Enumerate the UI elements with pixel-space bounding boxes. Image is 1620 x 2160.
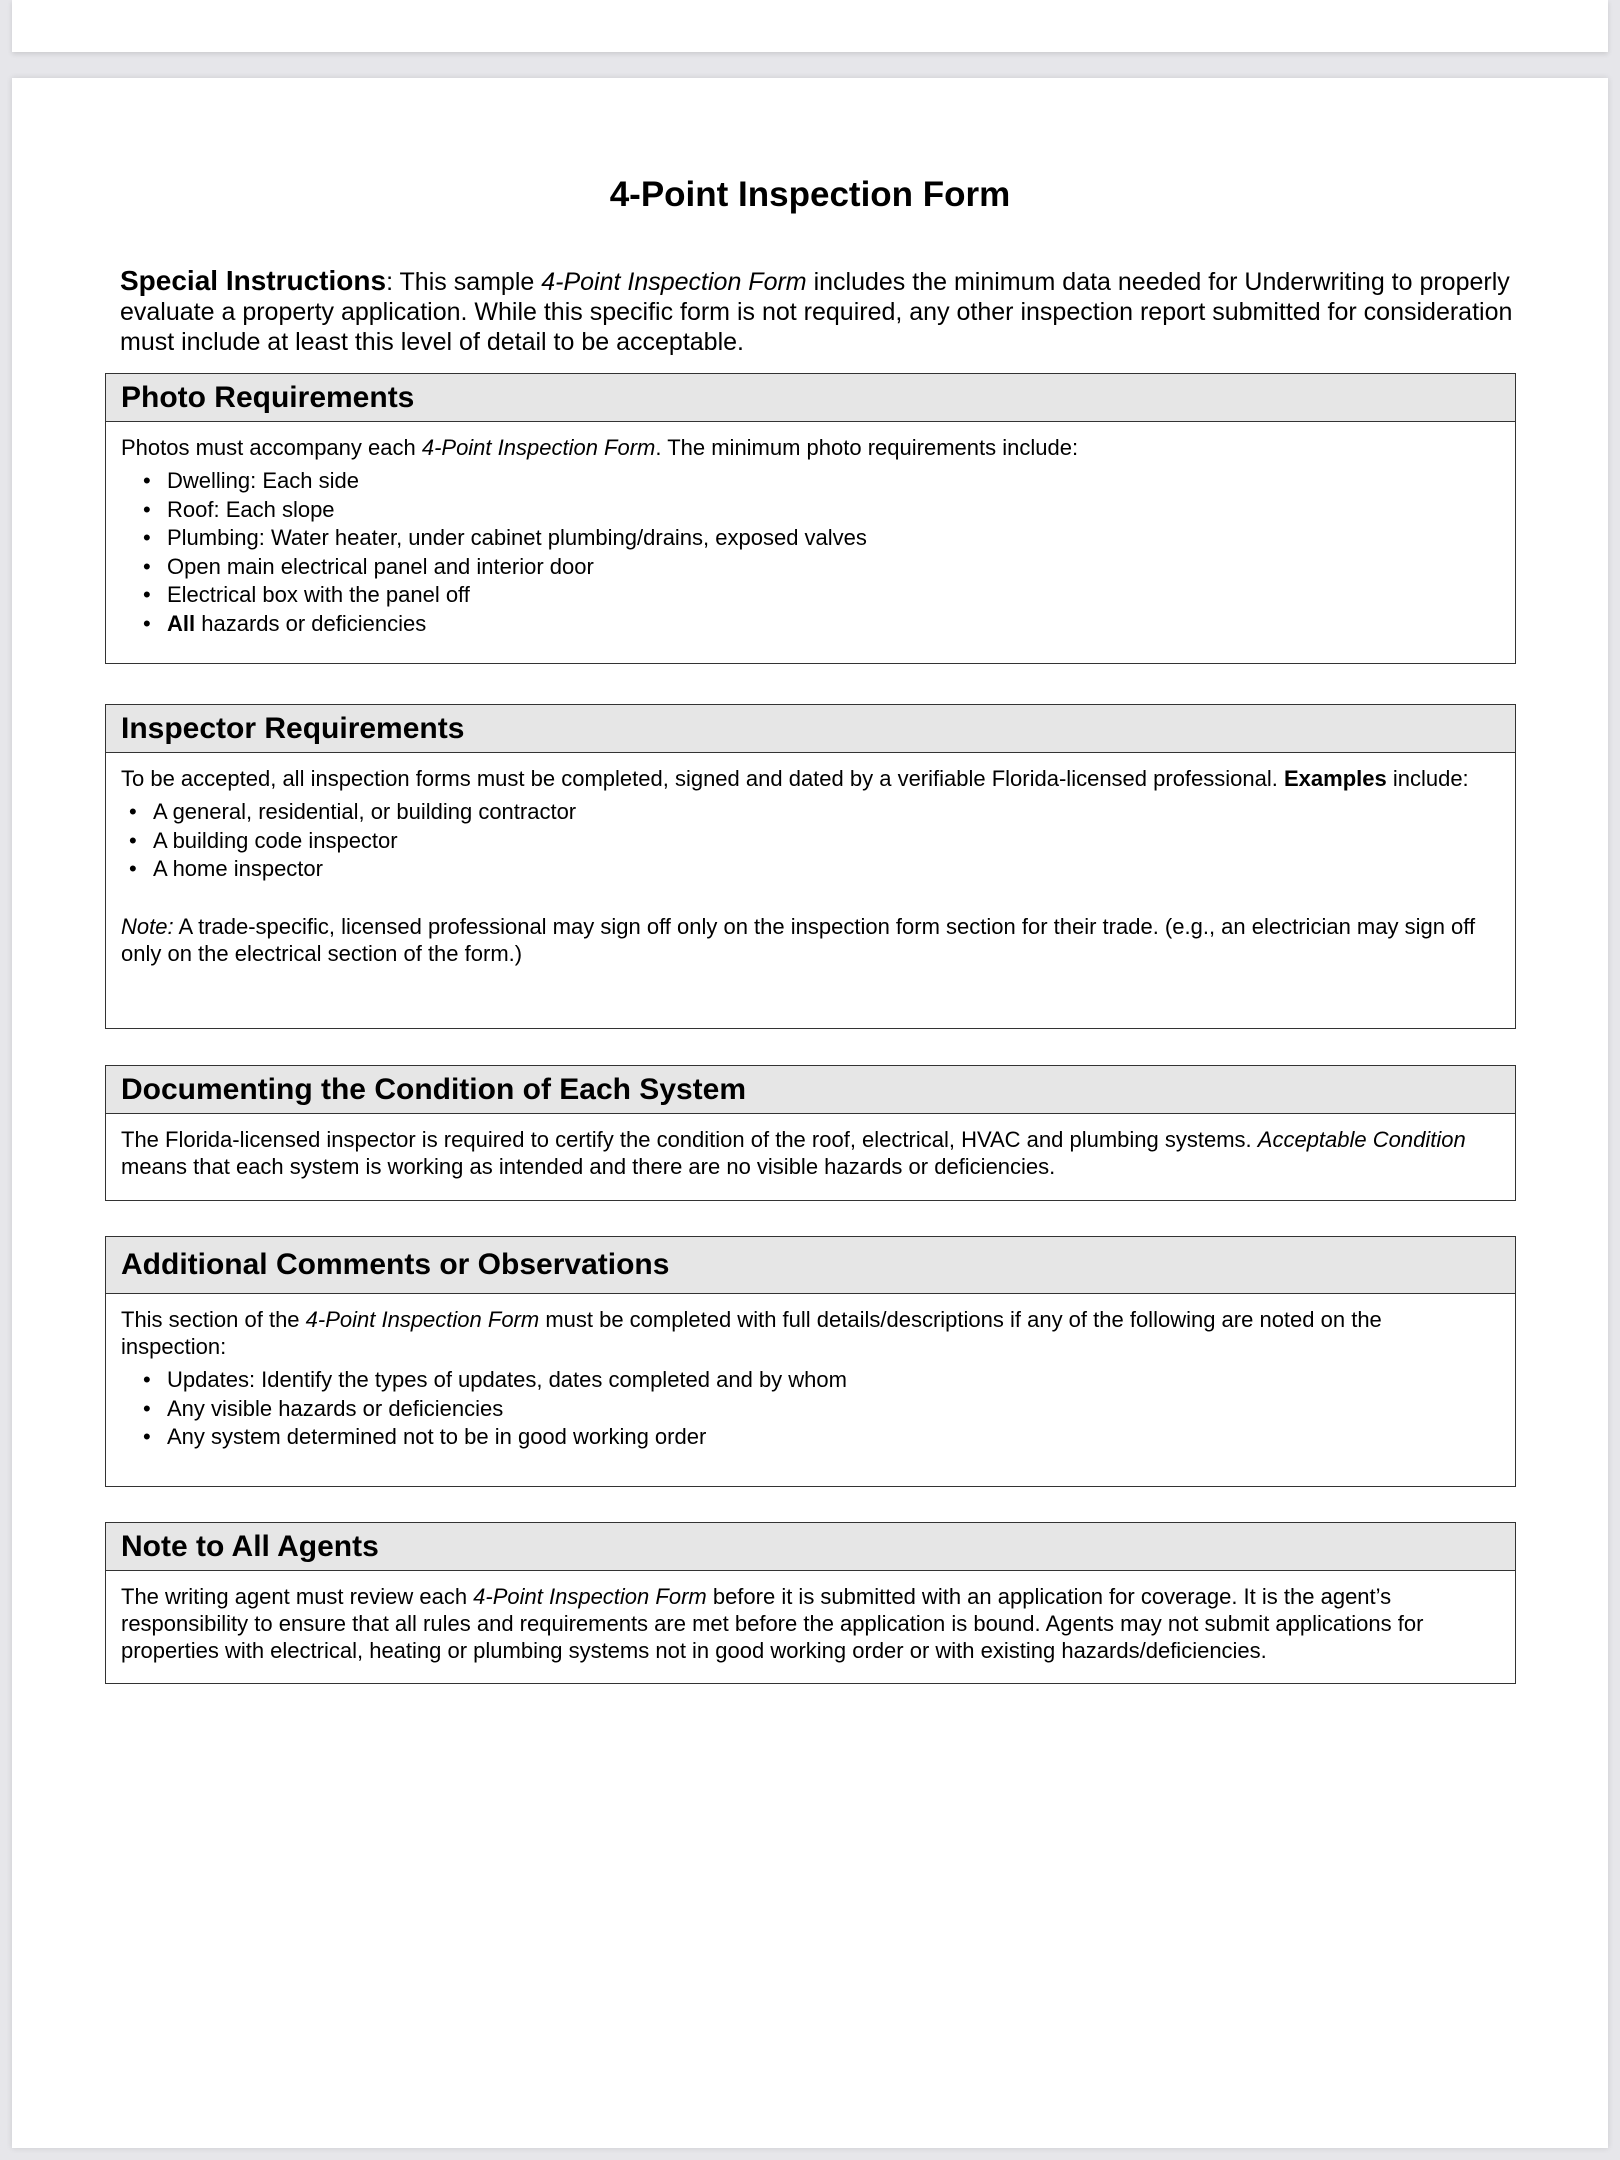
condition-body [106,1114,1515,1180]
comments-intro-form-name: 4-Point Inspection Form [305,1307,540,1332]
agents-note-heading: Note to All Agents [106,1523,1515,1571]
comments-list [121,1366,1493,1452]
agents-text-end: before it is submitted with an application for coverage. It is the agent’s responsibility to ensure that all rules and requirements are met before the application is bound. Agents may not submit applications for properties with electrical, heating or plumbing systems not in good working order or with existing hazards/deficiencies. [121,1584,1424,1663]
inspector-intro-text-end: include: [1386,766,1469,791]
comments-intro-text-end: must be completed with full details/descriptions if any of the following are noted on the inspection: [121,1307,1382,1359]
condition-section [105,1065,1516,1201]
comments-intro-text: This section of the [121,1307,306,1332]
agents-text-start: The writing agent must review each [121,1584,474,1609]
inspector-intro-bold: Examples [1283,766,1387,791]
list-item: • Dwelling: Each side [167,467,1493,496]
photo-requirements-list [121,467,1493,638]
list-item: • Roof: Each slope [167,496,1493,525]
list-item: • A home inspector [153,855,1493,884]
intro-rest: includes the minimum data needed for Underwriting to properly evaluate a property application. While this specific form is not required, any other inspection report submitted for consideration must include at least this level of detail to be acceptable. [120,268,1513,356]
photo-requirements-heading: Photo Requirements [106,374,1515,422]
list-item: • Any visible hazards or deficiencies [167,1395,1493,1424]
note-label: Note: [121,913,174,939]
photo-intro-form-name: 4-Point Inspection Form [421,435,656,460]
comments-heading: Additional Comments or Observations [106,1237,1515,1294]
intro-separator: : This sample [386,268,542,296]
inspector-examples-list [121,798,1493,884]
previous-page [12,0,1608,52]
photo-intro-text: Photos must accompany each [121,435,422,460]
special-instructions-label: Special Instructions [120,265,387,296]
list-item: • A building code inspector [153,827,1493,856]
condition-heading: Documenting the Condition of Each System [106,1066,1515,1114]
comments-body [106,1294,1515,1452]
comments-section [105,1236,1516,1487]
list-item: • Updates: Identify the types of updates, dates completed and by whom [167,1366,1493,1395]
list-item-bold: All [167,610,196,636]
comments-intro [121,1306,1493,1360]
photo-requirements-body [106,422,1515,638]
condition-text-end: means that each system is working as intended and there are no visible hazards or deficiencies. [121,1154,1056,1179]
document-title: 4-Point Inspection Form [609,175,1011,214]
inspector-intro-text: To be accepted, all inspection forms must be completed, signed and dated by a verifiable Florida-licensed professional. [121,766,1284,791]
list-item: • Electrical box with the panel off [167,581,1493,610]
inspector-requirements-intro [121,765,1493,792]
inspector-requirements-section [105,704,1516,1029]
document-page [12,78,1608,2148]
list-item [167,610,1493,639]
condition-text-italic: Acceptable Condition [1257,1127,1466,1152]
photo-requirements-section [105,373,1516,664]
agents-note-text [121,1583,1493,1664]
inspector-requirements-body [106,753,1515,967]
list-item: • A general, residential, or building contractor [153,798,1493,827]
photo-requirements-intro [121,434,1493,461]
condition-text [121,1126,1493,1180]
photo-intro-text-end: . The minimum photo requirements include: [655,435,1079,460]
agents-note-body [106,1571,1515,1664]
note-text: A trade-specific, licensed professional may sign off only on the inspection form section for their trade. (e.g., an electrician may sign off only on the electrical section of the form.) [121,913,1476,966]
list-item: • Plumbing: Water heater, under cabinet plumbing/drains, exposed valves [167,524,1493,553]
inspector-note [121,913,1493,967]
inspector-requirements-heading: Inspector Requirements [106,705,1515,753]
agents-note-section [105,1522,1516,1684]
list-item-text: hazards or deficiencies [195,610,427,636]
special-instructions [120,266,1520,357]
intro-form-name: 4-Point Inspection Form [541,268,807,296]
list-item: • Any system determined not to be in good working order [167,1423,1493,1452]
list-item: • Open main electrical panel and interior door [167,553,1493,582]
condition-text-start: The Florida-licensed inspector is required to certify the condition of the roof, electrical, HVAC and plumbing systems. [121,1127,1258,1152]
agents-text-form-name: 4-Point Inspection Form [473,1584,707,1609]
